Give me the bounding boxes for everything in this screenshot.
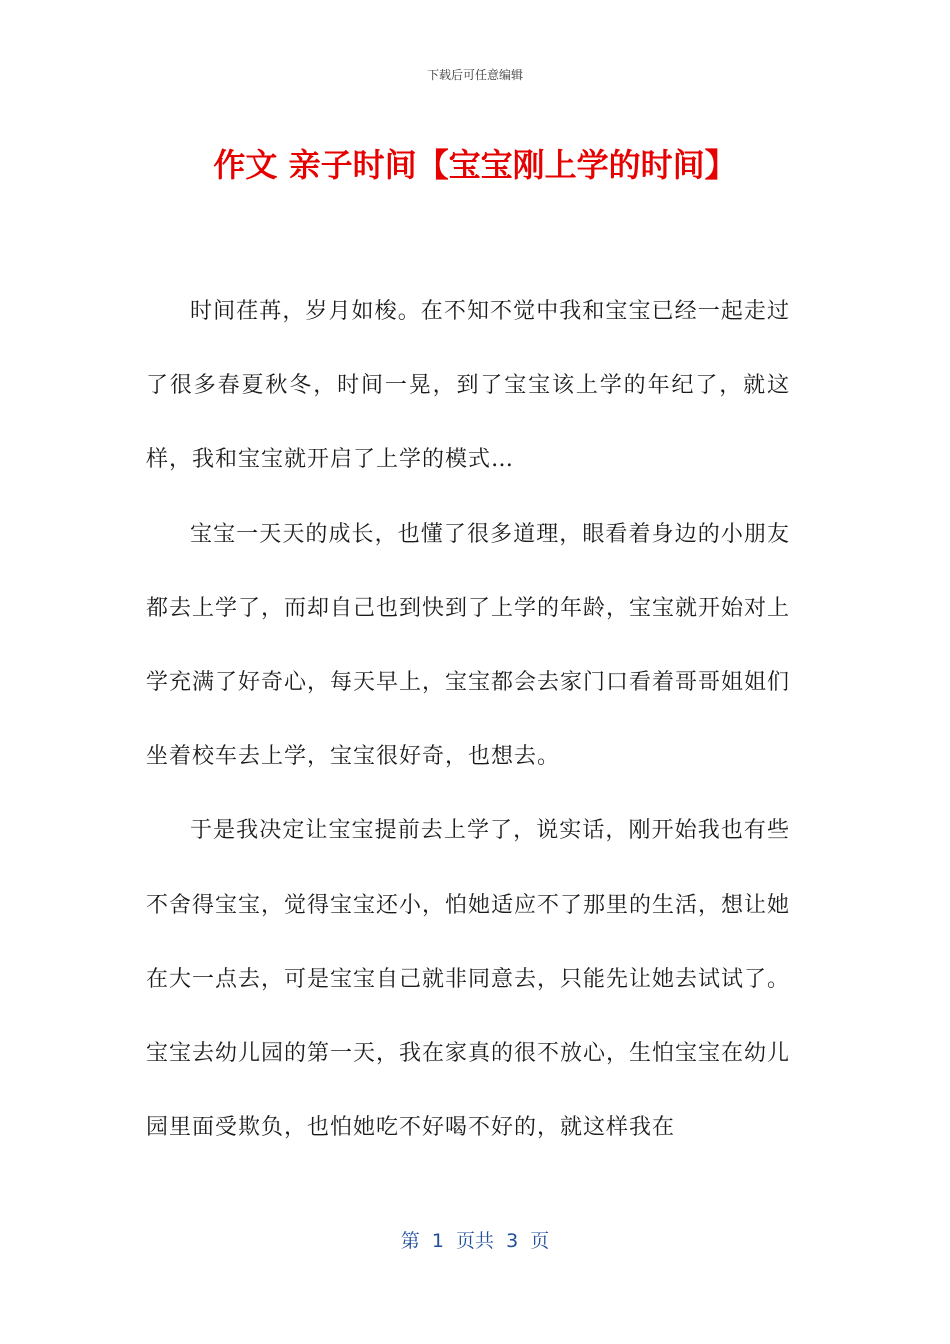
document-body bbox=[146, 275, 790, 1165]
page-footer: 第 1 页共 3 页 bbox=[400, 1230, 550, 1252]
paragraph-1: 时间荏苒，岁月如梭。在不知不觉中我和宝宝已经一起走过了很多春夏秋冬，时间一晃，到了宝宝该上学的年纪了，就这样，我和宝宝就开启了上学的模式… bbox=[146, 299, 790, 473]
header-note: 下载后可任意编辑 bbox=[426, 68, 523, 82]
paragraph-2: 宝宝一天天的成长，也懂了很多道理，眼看着身边的小朋友都去上学了，而却自己也到快到了上学的年龄，宝宝就开始对上学充满了好奇心，每天早上，宝宝都会去家门口看着哥哥姐姐们坐着校车去上学，宝宝很好奇，也想去。 bbox=[146, 521, 791, 770]
document-title: 作文 亲子时间【宝宝刚上学的时间】 bbox=[213, 146, 737, 184]
paragraph-3: 于是我决定让宝宝提前去上学了，说实话，刚开始我也有些不舍得宝宝，觉得宝宝还小，怕她适应不了那里的生活，想让她在大一点去，可是宝宝自己就非同意去，只能先让她去试试了。宝宝去幼儿园的第一天，我在家真的很不放心，生怕宝宝在幼儿园里面受欺负，也怕她吃不好喝不好的，就这样我在 bbox=[146, 818, 791, 1141]
